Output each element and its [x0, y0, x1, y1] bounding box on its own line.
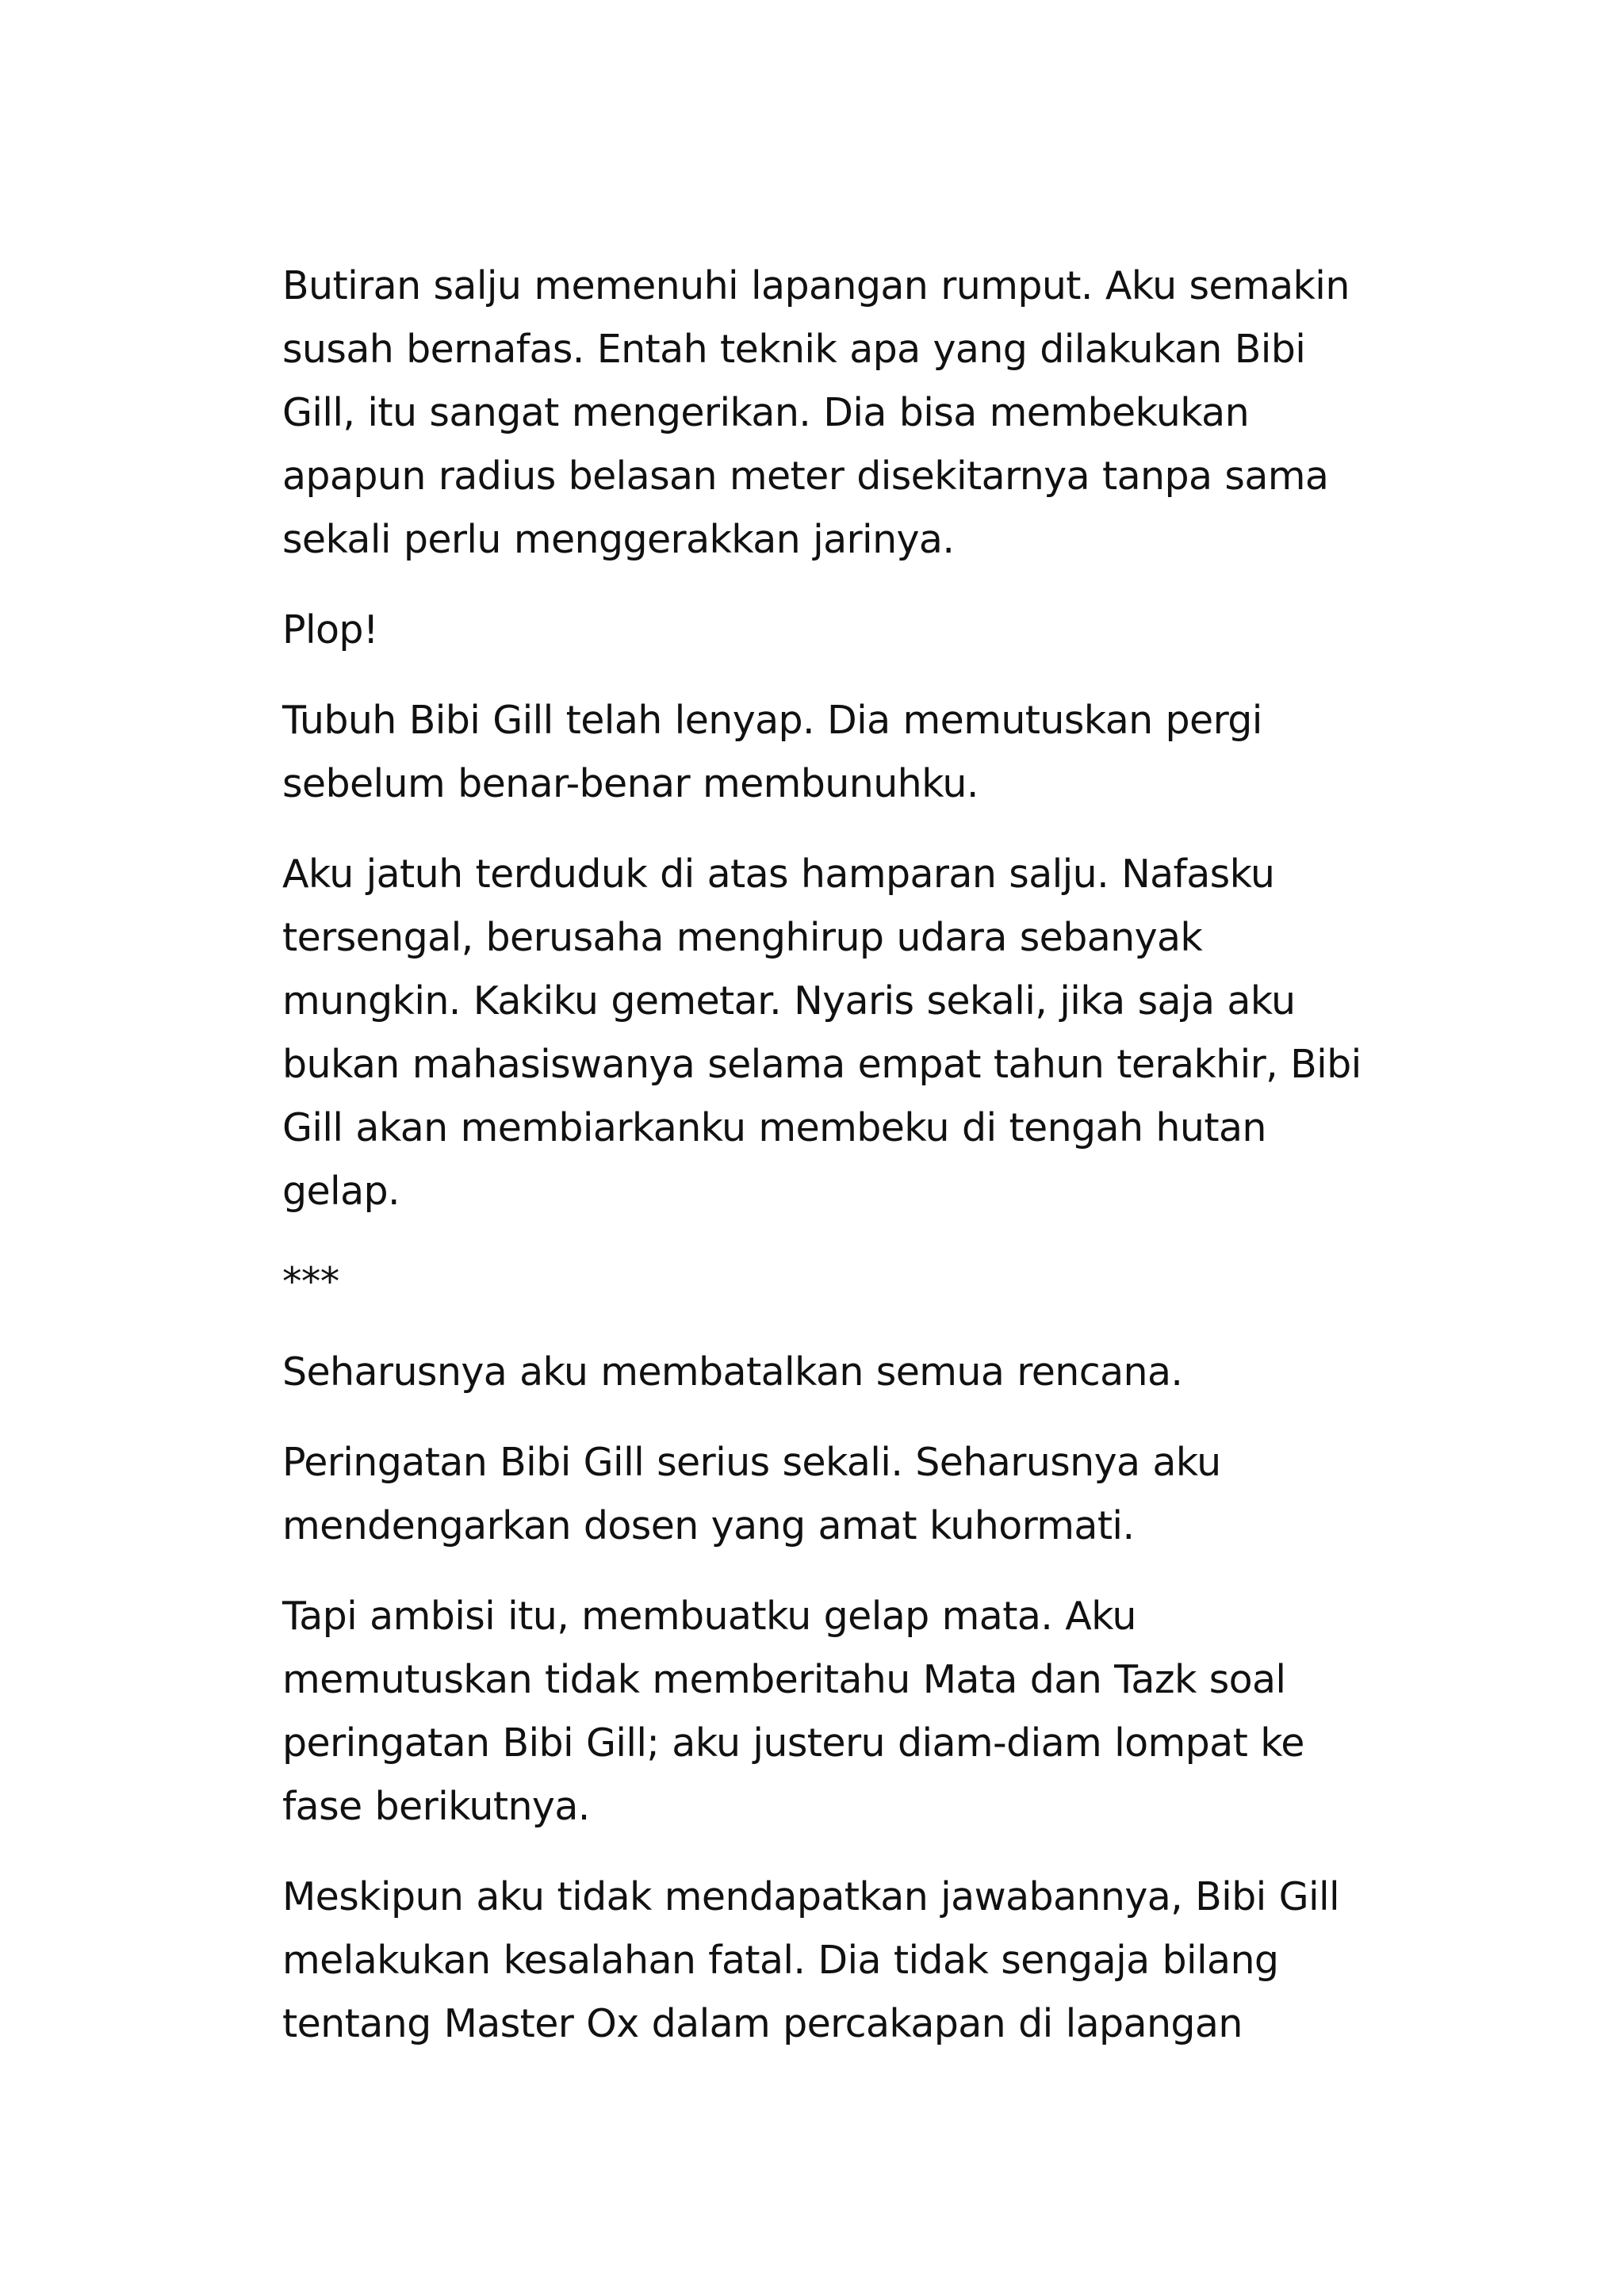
- text-line: fase berikutnya.: [282, 1784, 590, 1829]
- text-line: gelap.: [282, 1169, 400, 1214]
- text-line: tentang Master Ox dalam percakapan di lapangan: [282, 2001, 1243, 2046]
- paragraph-1: [282, 254, 1361, 572]
- scene-break: [282, 1250, 1361, 1314]
- text-line: mendengarkan dosen yang amat kuhormati.: [282, 1503, 1135, 1548]
- text-line: Peringatan Bibi Gill serius sekali. Seharusnya aku: [282, 1440, 1221, 1485]
- paragraph-2: [282, 599, 1361, 662]
- text-line: susah bernafas. Entah teknik apa yang dilakukan Bibi: [282, 327, 1306, 372]
- paragraph-6: [282, 1341, 1361, 1404]
- text-line: Plop!: [282, 607, 378, 652]
- text-line: Tapi ambisi itu, membuatku gelap mata. Aku: [282, 1594, 1136, 1639]
- text-line: tersengal, berusaha menghirup udara sebanyak: [282, 915, 1203, 960]
- text-line: peringatan Bibi Gill; aku justeru diam-diam lompat ke: [282, 1720, 1304, 1766]
- text-line: bukan mahasiswanya selama empat tahun terakhir, Bibi: [282, 1042, 1362, 1087]
- document-body: [282, 254, 1361, 2083]
- text-line: sebelum benar-benar membunuhku.: [282, 761, 979, 806]
- text-line: Meskipun aku tidak mendapatkan jawabannya, Bibi Gill: [282, 1874, 1340, 1919]
- text-line: Gill, itu sangat mengerikan. Dia bisa membekukan: [282, 390, 1250, 435]
- text-line: sekali perlu menggerakkan jarinya.: [282, 517, 955, 562]
- paragraph-8: [282, 1585, 1361, 1839]
- paragraph-7: [282, 1431, 1361, 1558]
- text-line: ***: [282, 1259, 339, 1304]
- text-line: Seharusnya aku membatalkan semua rencana.: [282, 1349, 1183, 1395]
- text-line: Gill akan membiarkanku membeku di tengah hutan: [282, 1105, 1266, 1150]
- paragraph-9: [282, 1866, 1361, 2056]
- paragraph-4: [282, 843, 1361, 1223]
- text-line: Aku jatuh terduduk di atas hamparan salju. Nafasku: [282, 851, 1275, 897]
- text-line: memutuskan tidak memberitahu Mata dan Tazk soal: [282, 1657, 1286, 1702]
- text-line: Tubuh Bibi Gill telah lenyap. Dia memutuskan pergi: [282, 698, 1262, 743]
- text-line: mungkin. Kakiku gemetar. Nyaris sekali, jika saja aku: [282, 978, 1296, 1024]
- text-line: Butiran salju memenuhi lapangan rumput. Aku semakin: [282, 263, 1350, 308]
- text-line: melakukan kesalahan fatal. Dia tidak sengaja bilang: [282, 1938, 1279, 1983]
- text-line: apapun radius belasan meter disekitarnya tanpa sama: [282, 453, 1329, 499]
- paragraph-3: [282, 689, 1361, 816]
